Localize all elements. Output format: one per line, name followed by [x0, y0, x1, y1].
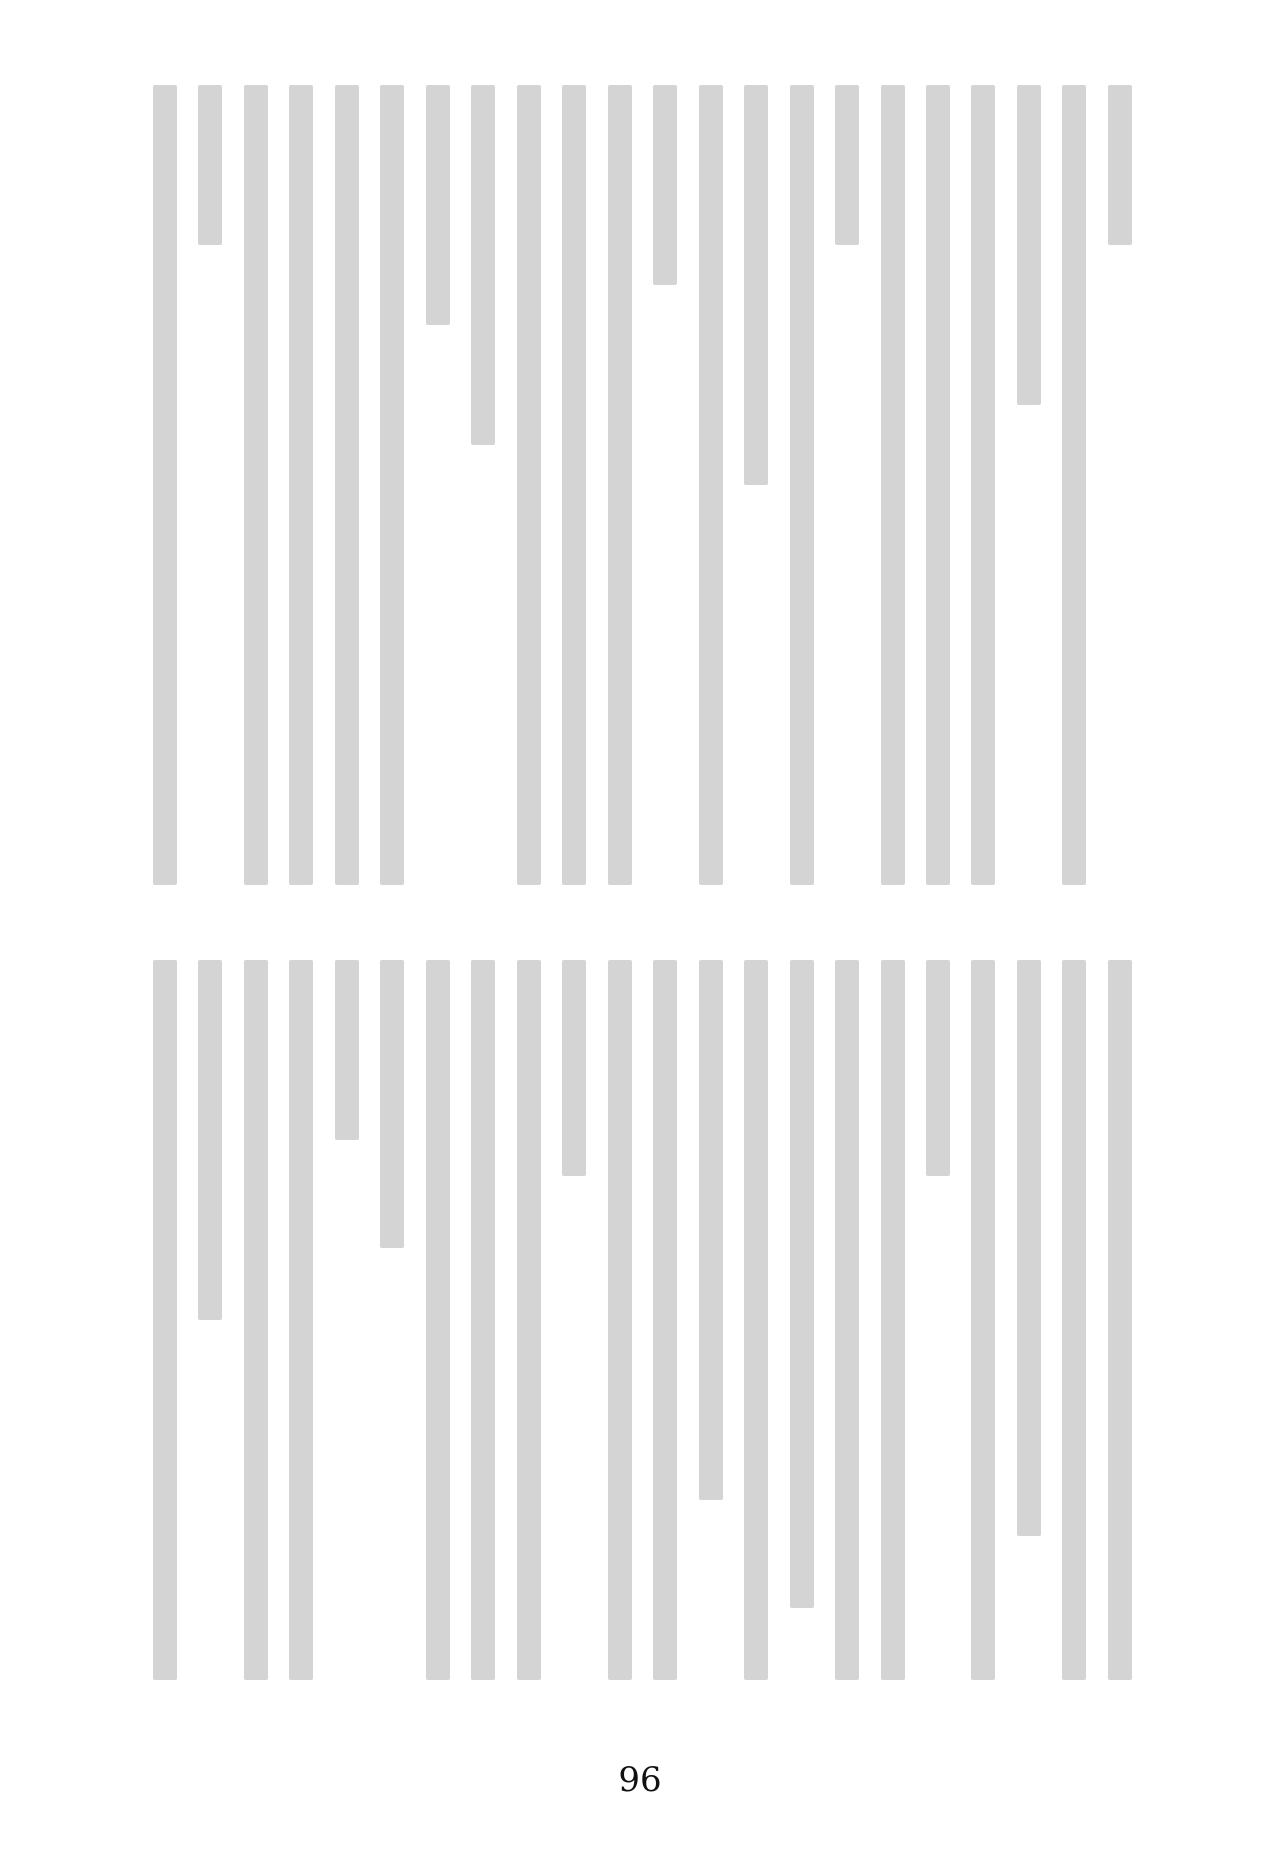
text-line-placeholder — [1062, 960, 1086, 1680]
text-column — [332, 85, 362, 885]
text-line-placeholder — [517, 85, 541, 885]
text-column — [195, 960, 225, 1680]
text-line-placeholder — [380, 85, 404, 885]
text-line-placeholder — [835, 960, 859, 1680]
text-column — [1014, 85, 1044, 885]
text-column — [1105, 85, 1135, 885]
text-column — [832, 960, 862, 1680]
text-line-placeholder — [562, 960, 586, 1176]
text-column — [195, 85, 225, 885]
text-column — [559, 85, 589, 885]
text-line-placeholder — [1108, 85, 1132, 245]
text-line-placeholder — [335, 960, 359, 1140]
text-column — [696, 85, 726, 885]
text-column — [468, 85, 498, 885]
text-column — [696, 960, 726, 1680]
text-line-placeholder — [426, 85, 450, 325]
text-line-placeholder — [699, 960, 723, 1500]
text-column — [923, 85, 953, 885]
text-column — [286, 960, 316, 1680]
text-column — [468, 960, 498, 1680]
text-line-placeholder — [971, 960, 995, 1680]
text-line-placeholder — [198, 85, 222, 245]
text-line-placeholder — [289, 85, 313, 885]
text-line-placeholder — [244, 960, 268, 1680]
text-line-placeholder — [517, 960, 541, 1680]
text-column — [514, 960, 544, 1680]
text-line-placeholder — [471, 85, 495, 445]
text-column — [878, 960, 908, 1680]
text-column — [241, 960, 271, 1680]
text-column — [559, 960, 589, 1680]
text-column — [968, 960, 998, 1680]
text-line-placeholder — [1062, 85, 1086, 885]
text-line-placeholder — [562, 85, 586, 885]
text-column — [787, 85, 817, 885]
text-column — [1105, 960, 1135, 1680]
text-line-placeholder — [426, 960, 450, 1680]
text-line-placeholder — [926, 960, 950, 1176]
text-column — [241, 85, 271, 885]
text-column — [787, 960, 817, 1680]
text-column — [332, 960, 362, 1680]
text-column — [968, 85, 998, 885]
text-line-placeholder — [1108, 960, 1132, 1680]
text-column — [377, 85, 407, 885]
text-line-placeholder — [1017, 85, 1041, 405]
page-number: 96 — [618, 1760, 662, 1800]
text-line-placeholder — [881, 960, 905, 1680]
text-line-placeholder — [471, 960, 495, 1680]
text-line-placeholder — [926, 85, 950, 885]
text-column — [150, 85, 180, 885]
text-column — [650, 960, 680, 1680]
text-line-placeholder — [608, 960, 632, 1680]
text-column — [514, 85, 544, 885]
text-column — [1059, 85, 1089, 885]
text-line-placeholder — [335, 85, 359, 885]
text-block-bottom — [150, 960, 1135, 1680]
text-line-placeholder — [380, 960, 404, 1248]
text-block-top — [150, 85, 1135, 885]
text-line-placeholder — [699, 85, 723, 885]
text-line-placeholder — [971, 85, 995, 885]
text-column — [878, 85, 908, 885]
text-line-placeholder — [198, 960, 222, 1320]
text-line-placeholder — [653, 85, 677, 285]
text-line-placeholder — [153, 85, 177, 885]
text-line-placeholder — [653, 960, 677, 1680]
text-column — [377, 960, 407, 1680]
text-line-placeholder — [790, 85, 814, 885]
text-line-placeholder — [744, 960, 768, 1680]
text-line-placeholder — [881, 85, 905, 885]
text-column — [650, 85, 680, 885]
text-line-placeholder — [289, 960, 313, 1680]
text-column — [832, 85, 862, 885]
text-line-placeholder — [608, 85, 632, 885]
text-column — [741, 85, 771, 885]
text-column — [923, 960, 953, 1680]
text-column — [1059, 960, 1089, 1680]
text-column — [150, 960, 180, 1680]
text-line-placeholder — [244, 85, 268, 885]
text-line-placeholder — [744, 85, 768, 485]
text-column — [605, 85, 635, 885]
text-line-placeholder — [153, 960, 177, 1680]
text-column — [423, 960, 453, 1680]
text-line-placeholder — [835, 85, 859, 245]
text-column — [423, 85, 453, 885]
text-line-placeholder — [1017, 960, 1041, 1536]
text-line-placeholder — [790, 960, 814, 1608]
text-column — [741, 960, 771, 1680]
text-column — [1014, 960, 1044, 1680]
text-column — [605, 960, 635, 1680]
text-column — [286, 85, 316, 885]
